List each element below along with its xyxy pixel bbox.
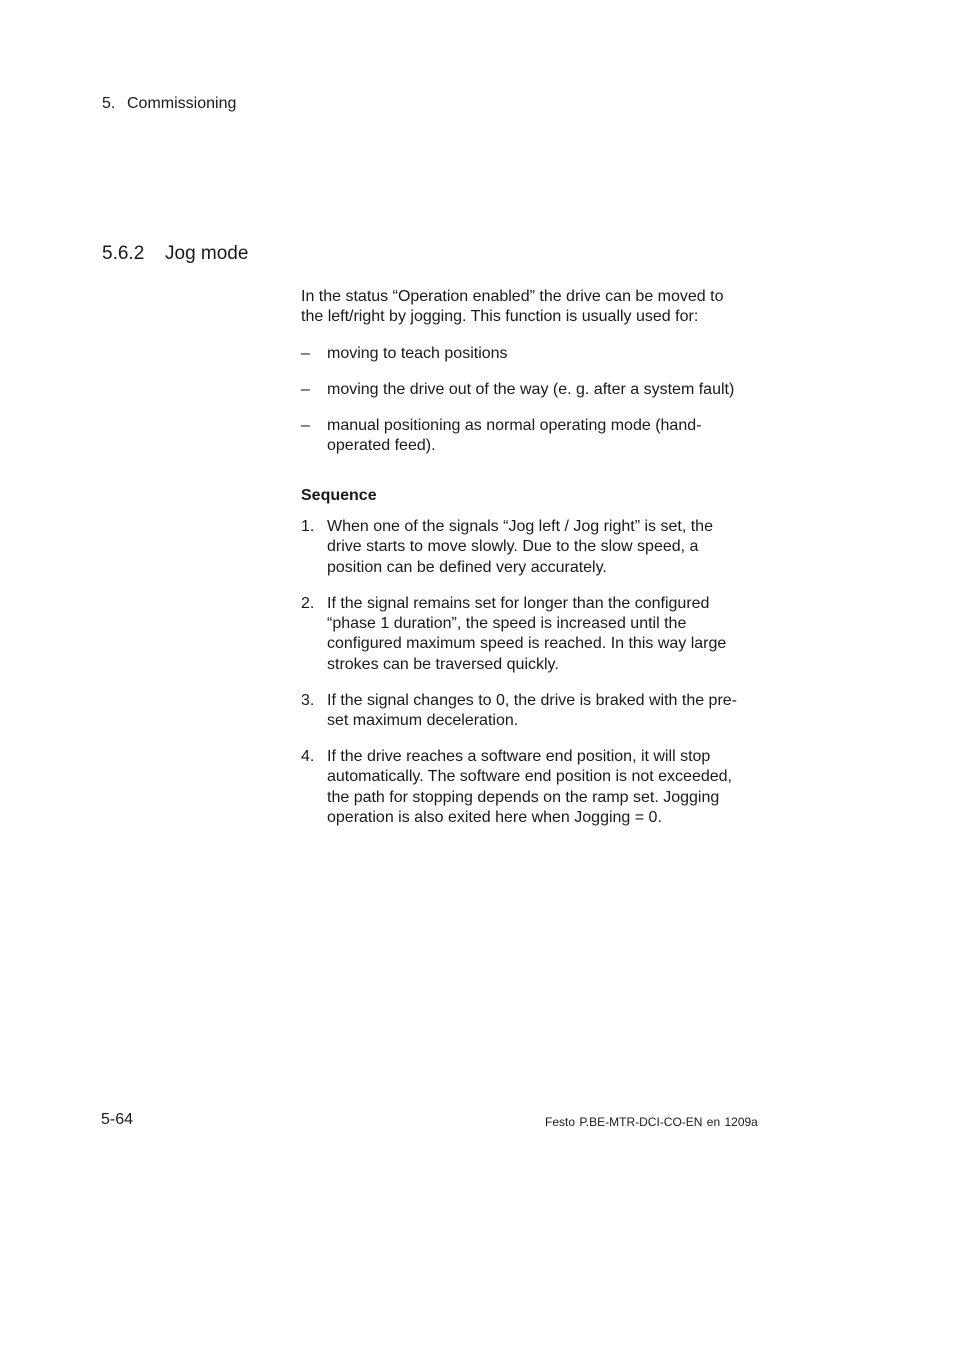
step-item	[301, 517, 741, 578]
step-number: 2.	[301, 594, 315, 612]
bullet-dash: –	[301, 416, 310, 434]
intro-paragraph: In the status “Operation enabled” the drive can be moved to the left/right by jogging. This function is usually used for:	[301, 288, 724, 326]
step-item	[301, 747, 741, 829]
step-text: When one of the signals “Jog left / Jog right” is set, the drive starts to move slowly. Due to the slow speed, a position can be defined very accurately.	[327, 517, 713, 576]
list-item	[301, 416, 741, 457]
list-item	[301, 380, 741, 400]
section-heading	[102, 242, 248, 266]
usage-list	[301, 344, 741, 457]
body-column	[301, 287, 741, 844]
step-number: 1.	[301, 517, 315, 535]
list-item-text: moving the drive out of the way (e. g. after a system fault)	[327, 380, 735, 398]
list-item	[301, 344, 741, 364]
page-number: 5-64	[101, 1111, 134, 1128]
bullet-dash: –	[301, 380, 310, 398]
step-number: 3.	[301, 691, 315, 709]
running-header	[102, 94, 236, 114]
document-reference: Festo P.BE-MTR-DCI-CO-EN en 1209a	[545, 1115, 758, 1129]
list-item-text: moving to teach positions	[327, 344, 508, 362]
sequence-steps	[301, 517, 741, 829]
step-text: If the signal remains set for longer than the configured “phase 1 duration”, the speed is increased until the configured maximum speed is reached. In this way large strokes can be traversed quickly.	[327, 594, 727, 673]
step-text: If the signal changes to 0, the drive is braked with the pre-set maximum deceleration.	[327, 691, 738, 730]
bullet-dash: –	[301, 344, 310, 362]
list-item-text: manual positioning as normal operating mode (hand-operated feed).	[327, 416, 702, 455]
chapter-title: Commissioning	[127, 95, 237, 112]
step-number: 4.	[301, 748, 315, 765]
chapter-number: 5.	[102, 95, 116, 112]
sequence-heading: Sequence	[301, 487, 377, 505]
section-number: 5.6.2	[102, 243, 145, 264]
step-item	[301, 691, 741, 732]
step-item	[301, 594, 741, 676]
section-title: Jog mode	[165, 243, 249, 264]
step-text: If the drive reaches a software end position, it will stop automatically. The software end position is not exceeded, the path for stopping depends on the ramp set. Jogging operation is also exited here when Jogging = 0.	[327, 748, 732, 827]
